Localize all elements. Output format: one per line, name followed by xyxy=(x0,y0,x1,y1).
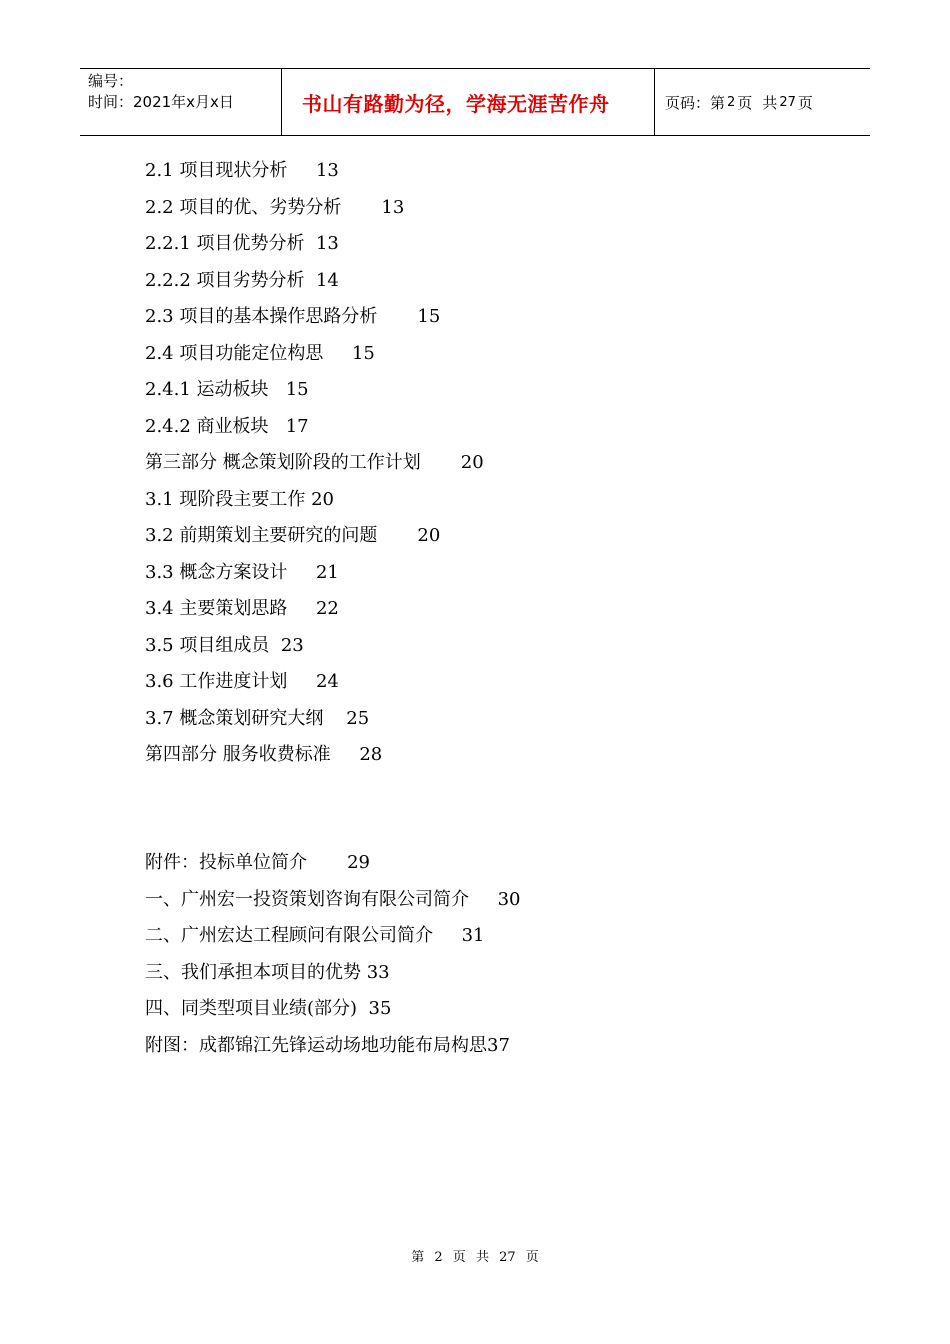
toc-entry xyxy=(145,882,521,919)
page-total-prefix: 共 xyxy=(762,93,778,112)
toc-entry-gap xyxy=(287,160,316,181)
toc-entry-title: 第四部分 服务收费标准 xyxy=(145,744,331,765)
toc-entry-title: 附件：投标单位简介 xyxy=(145,852,307,873)
toc-entry-title: 2.2 项目的优、劣势分析 xyxy=(145,196,342,218)
toc-entry xyxy=(145,299,484,336)
page-total: 27 xyxy=(779,94,796,110)
toc-entry-gap xyxy=(287,598,316,619)
toc-entry-gap xyxy=(377,525,417,546)
toc-entry-title: 2.2.2 项目劣势分析 xyxy=(145,269,305,291)
toc-entry-gap xyxy=(331,744,360,765)
toc-entry xyxy=(145,591,484,628)
toc-entry-title: 3.1 现阶段主要工作 xyxy=(145,488,306,510)
toc-entry xyxy=(145,1028,521,1065)
toc-entry-gap xyxy=(433,925,462,946)
toc-entry-title: 3.6 工作进度计划 xyxy=(145,671,288,692)
toc-entry-gap xyxy=(287,671,316,692)
toc-entry xyxy=(145,445,484,482)
toc-entry-page: 30 xyxy=(497,888,521,910)
toc-entry-title: 3.3 概念方案设计 xyxy=(145,561,288,583)
toc-entry xyxy=(145,336,484,373)
toc-entry xyxy=(145,991,521,1028)
toc-entry-gap xyxy=(269,635,280,656)
toc-entry-page: 13 xyxy=(315,160,339,181)
page-header xyxy=(80,68,870,136)
toc-entry-page: 15 xyxy=(417,306,441,327)
toc-entry-title: 附图：成都锦江先锋运动场地功能布局构思 xyxy=(145,1034,487,1056)
toc-entry xyxy=(145,482,484,519)
footer-suffix: 页 xyxy=(525,1250,539,1265)
footer-total-prefix: 共 xyxy=(475,1250,489,1265)
toc-entry-gap xyxy=(305,270,316,291)
toc-entry xyxy=(145,918,521,955)
toc-entry-title: 3.2 前期策划主要研究的问题 xyxy=(145,525,378,546)
toc-entry-page: 37 xyxy=(487,1034,510,1056)
toc-entry-page: 17 xyxy=(285,415,309,437)
toc-entry-page: 28 xyxy=(359,744,383,765)
toc-entry-title: 2.4.1 运动板块 xyxy=(145,379,269,400)
toc-entry-gap xyxy=(341,197,381,218)
toc-entry-page: 20 xyxy=(311,488,334,510)
toc-entry-title: 2.2.1 项目优势分析 xyxy=(145,233,305,254)
toc-entry-title: 2.3 项目的基本操作思路分析 xyxy=(145,306,378,327)
toc-entry-gap xyxy=(421,452,461,473)
header-meta xyxy=(80,69,282,135)
footer-mid: 页 xyxy=(452,1250,466,1265)
page-current: 2 xyxy=(727,94,736,110)
toc-entry-gap xyxy=(377,306,417,327)
toc-entry-title: 第三部分 概念策划阶段的工作计划 xyxy=(145,452,421,473)
toc-entry xyxy=(145,955,521,992)
toc-entry xyxy=(145,555,484,592)
appendix-contents xyxy=(145,845,521,1064)
toc-entry-page: 15 xyxy=(285,379,309,400)
toc-entry xyxy=(145,701,484,738)
toc-entry-gap xyxy=(323,708,346,729)
doc-code-label: 编号： xyxy=(88,72,134,90)
toc-entry-page: 35 xyxy=(368,998,392,1019)
toc-entry-gap xyxy=(269,416,286,437)
toc-entry-gap xyxy=(307,852,347,873)
header-motto: 书山有路勤为径，学海无涯苦作舟 xyxy=(302,91,610,116)
toc-entry-title: 3.4 主要策划思路 xyxy=(145,598,288,619)
toc-entry-page: 13 xyxy=(315,233,339,254)
header-motto-cell xyxy=(282,69,655,135)
toc-entry-page: 21 xyxy=(315,561,339,583)
toc-entry-page: 20 xyxy=(460,452,484,473)
toc-entry-title: 3.5 项目组成员 xyxy=(145,634,270,656)
toc-entry-title: 二、广州宏达工程顾问有限公司简介 xyxy=(145,925,433,946)
toc-entry-page: 31 xyxy=(461,925,485,946)
toc-entry xyxy=(145,664,484,701)
toc-entry-page: 20 xyxy=(417,525,441,546)
toc-entry xyxy=(145,153,484,190)
toc-entry xyxy=(145,737,484,774)
toc-entry-gap xyxy=(269,379,286,400)
toc-entry-page: 23 xyxy=(280,634,304,656)
footer-current: 2 xyxy=(434,1250,443,1265)
toc-entry-title: 3.7 概念策划研究大纲 xyxy=(145,707,324,729)
toc-entry-title: 四、同类型项目业绩(部分) xyxy=(145,998,358,1019)
toc-entry-page: 15 xyxy=(351,342,375,364)
toc-entry-page: 22 xyxy=(315,598,339,619)
table-of-contents xyxy=(145,153,484,774)
toc-entry-title: 三、我们承担本项目的优势 xyxy=(145,961,361,983)
toc-entry-title: 一、广州宏一投资策划咨询有限公司简介 xyxy=(145,888,469,910)
toc-entry xyxy=(145,628,484,665)
toc-entry xyxy=(145,845,521,882)
toc-entry-title: 2.4.2 商业板块 xyxy=(145,415,269,437)
toc-entry-gap xyxy=(469,889,498,910)
toc-entry xyxy=(145,263,484,300)
toc-entry-page: 13 xyxy=(381,196,405,218)
toc-entry-page: 25 xyxy=(346,707,370,729)
header-page-number xyxy=(655,69,870,135)
toc-entry-title: 2.1 项目现状分析 xyxy=(145,160,288,181)
footer-total: 27 xyxy=(499,1250,516,1265)
page-prefix: 页码：第 xyxy=(665,93,726,112)
page-suffix: 页 xyxy=(797,93,813,112)
footer-prefix: 第 xyxy=(411,1250,425,1265)
toc-entry-gap xyxy=(323,343,352,364)
toc-entry-page: 24 xyxy=(315,671,339,692)
toc-entry xyxy=(145,226,484,263)
page-mid: 页 xyxy=(737,93,753,112)
toc-entry xyxy=(145,409,484,446)
toc-entry-gap xyxy=(305,233,316,254)
toc-entry-page: 33 xyxy=(366,961,390,983)
toc-entry-page: 14 xyxy=(315,269,339,291)
toc-entry-gap xyxy=(287,562,316,583)
toc-entry xyxy=(145,372,484,409)
toc-entry-page: 29 xyxy=(347,852,370,873)
toc-entry-title: 2.4 项目功能定位构思 xyxy=(145,342,324,364)
toc-entry xyxy=(145,190,484,227)
toc-entry-gap xyxy=(357,998,368,1019)
toc-entry xyxy=(145,518,484,555)
doc-time-label: 时间：2021年x月x日 xyxy=(88,93,234,111)
page-footer xyxy=(0,1246,950,1265)
